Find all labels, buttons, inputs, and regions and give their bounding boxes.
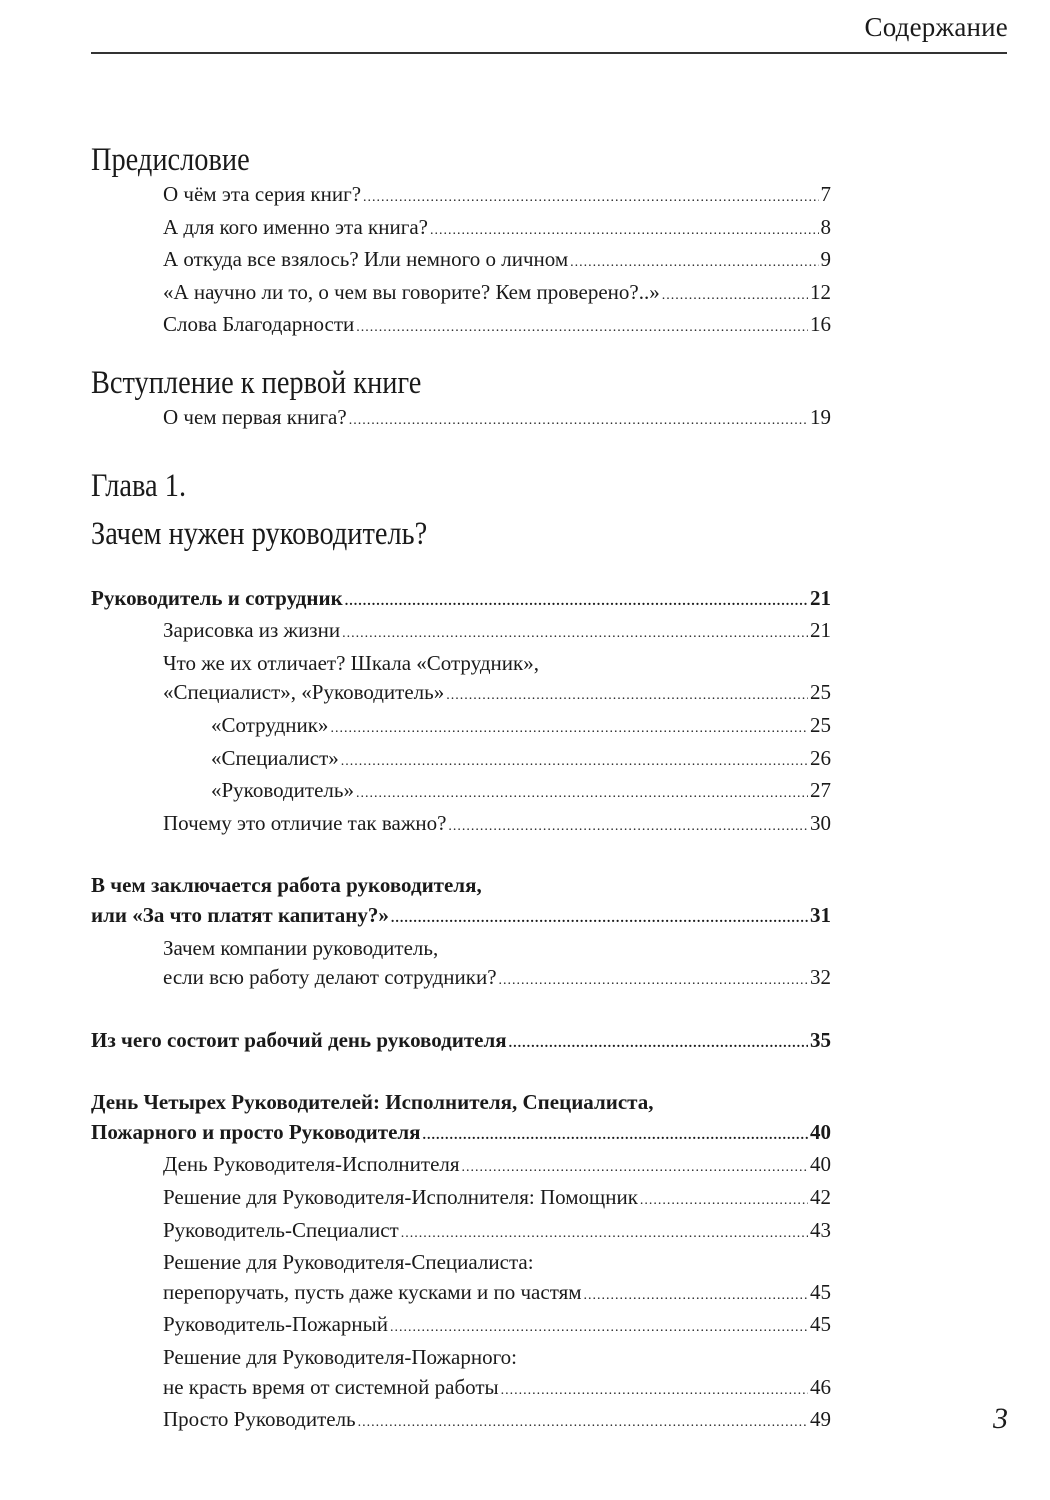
toc-entry[interactable]: Руководитель-Специалист ..... 43: [91, 1216, 831, 1249]
page-ref: 49: [810, 1407, 831, 1432]
toc-entry[interactable]: Зарисовка из жизни ..... 21: [91, 616, 831, 649]
page-ref: 19: [810, 404, 831, 429]
toc-entry[interactable]: «А научно ли то, о чем вы говорите? Кем проверено?..» ..... 12: [91, 278, 831, 311]
toc-subentry[interactable]: «Сотрудник» ..... 25: [91, 711, 831, 744]
toc-subentry[interactable]: «Руководитель» ..... 27: [91, 776, 831, 809]
leader-dots: [363, 183, 818, 213]
page-ref: 21: [810, 585, 831, 610]
toc-entry[interactable]: День Руководителя-Исполнителя ..... 40: [91, 1150, 831, 1183]
toc-section[interactable]: Из чего состоит рабочий день руководителя ..... 35: [91, 1026, 831, 1059]
leader-dots: [356, 779, 808, 809]
leader-dots: [330, 714, 808, 744]
table-of-contents: [91, 140, 831, 1438]
toc-entry-line1[interactable]: Зачем компании руководитель,: [163, 935, 439, 960]
toc-entry-line1[interactable]: Что же их отличает? Шкала «Сотрудник»,: [163, 650, 539, 675]
leader-dots: [448, 812, 808, 842]
toc-entry-line1[interactable]: Решение для Руководителя-Пожарного:: [163, 1345, 518, 1370]
toc-entry[interactable]: О чём эта серия книг? ..... 7: [91, 180, 831, 213]
chapter-title: Зачем нужен руководитель?: [91, 515, 428, 552]
leader-dots: [391, 904, 808, 934]
page-ref: 30: [810, 810, 831, 835]
leader-dots: [345, 587, 808, 617]
leader-dots: [570, 248, 818, 278]
chapter-number: Глава 1.: [91, 467, 187, 504]
leader-dots: [358, 1408, 808, 1438]
toc-section-line1[interactable]: День Четырех Руководителей: Исполнителя, Специалиста,: [91, 1090, 654, 1115]
page-ref: 42: [810, 1185, 831, 1210]
leader-dots: [446, 681, 808, 711]
leader-dots: [341, 747, 808, 777]
page-ref: 16: [810, 312, 831, 337]
toc-section[interactable]: или «За что платят капитану?» ..... 31: [91, 901, 831, 934]
running-head-title: Содержание: [864, 12, 1008, 42]
toc-entry[interactable]: если всю работу делают сотрудники? ..... 32: [91, 963, 831, 996]
toc-entry[interactable]: А откуда все взялось? Или немного о личном ..... 9: [91, 245, 831, 278]
toc-entry[interactable]: Решение для Руководителя-Исполнителя: Помощник ..... 42: [91, 1183, 831, 1216]
part-title-foreword: Предисловие: [91, 142, 250, 178]
toc-entry[interactable]: Руководитель-Пожарный ..... 45: [91, 1310, 831, 1343]
page-ref: 9: [820, 247, 831, 272]
page-ref: 43: [810, 1217, 831, 1242]
leader-dots: [356, 313, 808, 343]
page-ref: 25: [810, 712, 831, 737]
leader-dots: [401, 1219, 808, 1249]
page-ref: 25: [810, 680, 831, 705]
page-ref: 12: [810, 279, 831, 304]
leader-dots: [430, 216, 819, 246]
toc-entry[interactable]: «Специалист», «Руководитель» ..... 25: [91, 678, 831, 711]
toc-section[interactable]: Руководитель и сотрудник ..... 21: [91, 584, 831, 617]
leader-dots: [390, 1313, 808, 1343]
part-title-intro: Вступление к первой книге: [91, 364, 422, 401]
page-ref: 27: [810, 778, 831, 803]
toc-section-line1[interactable]: В чем заключается работа руководителя,: [91, 873, 482, 898]
page-ref: 7: [820, 182, 831, 206]
leader-dots: [640, 1186, 808, 1216]
leader-dots: [499, 966, 808, 996]
leader-dots: [501, 1376, 808, 1406]
page-ref: 32: [810, 965, 831, 990]
toc-entry[interactable]: Слова Благодарности ..... 16: [91, 310, 831, 343]
toc-subentry[interactable]: «Специалист» ..... 26: [91, 744, 831, 777]
page-number: 3: [993, 1402, 1008, 1435]
leader-dots: [423, 1121, 808, 1151]
toc-entry[interactable]: Просто Руководитель ..... 49: [91, 1405, 831, 1438]
toc-entry-line1[interactable]: Решение для Руководителя-Специалиста:: [163, 1250, 534, 1275]
leader-dots: [349, 406, 808, 436]
toc-section[interactable]: Пожарного и просто Руководителя ..... 40: [91, 1118, 831, 1151]
page-ref: 8: [820, 214, 831, 239]
page-ref: 26: [810, 745, 831, 770]
page-ref: 45: [810, 1279, 831, 1304]
leader-dots: [342, 619, 808, 649]
toc-entry[interactable]: Почему это отличие так важно? ..... 30: [91, 809, 831, 842]
page-ref: 40: [810, 1119, 831, 1144]
toc-entry[interactable]: не красть время от системной работы ..... 46: [91, 1373, 831, 1406]
page-ref: 35: [810, 1027, 831, 1052]
page-ref: 46: [810, 1374, 831, 1399]
toc-entry[interactable]: перепоручать, пусть даже кусками и по частям ..... 45: [91, 1278, 831, 1311]
header-divider: [91, 52, 1007, 54]
leader-dots: [584, 1281, 808, 1311]
page-ref: 45: [810, 1312, 831, 1337]
toc-entry[interactable]: О чем первая книга? ..... 19: [91, 403, 831, 436]
leader-dots: [509, 1029, 808, 1059]
page-ref: 21: [810, 618, 831, 643]
page-ref: 40: [810, 1152, 831, 1177]
leader-dots: [462, 1153, 808, 1183]
toc-entry[interactable]: А для кого именно эта книга? ..... 8: [91, 213, 831, 246]
page-ref: 31: [810, 902, 831, 927]
leader-dots: [662, 281, 808, 311]
